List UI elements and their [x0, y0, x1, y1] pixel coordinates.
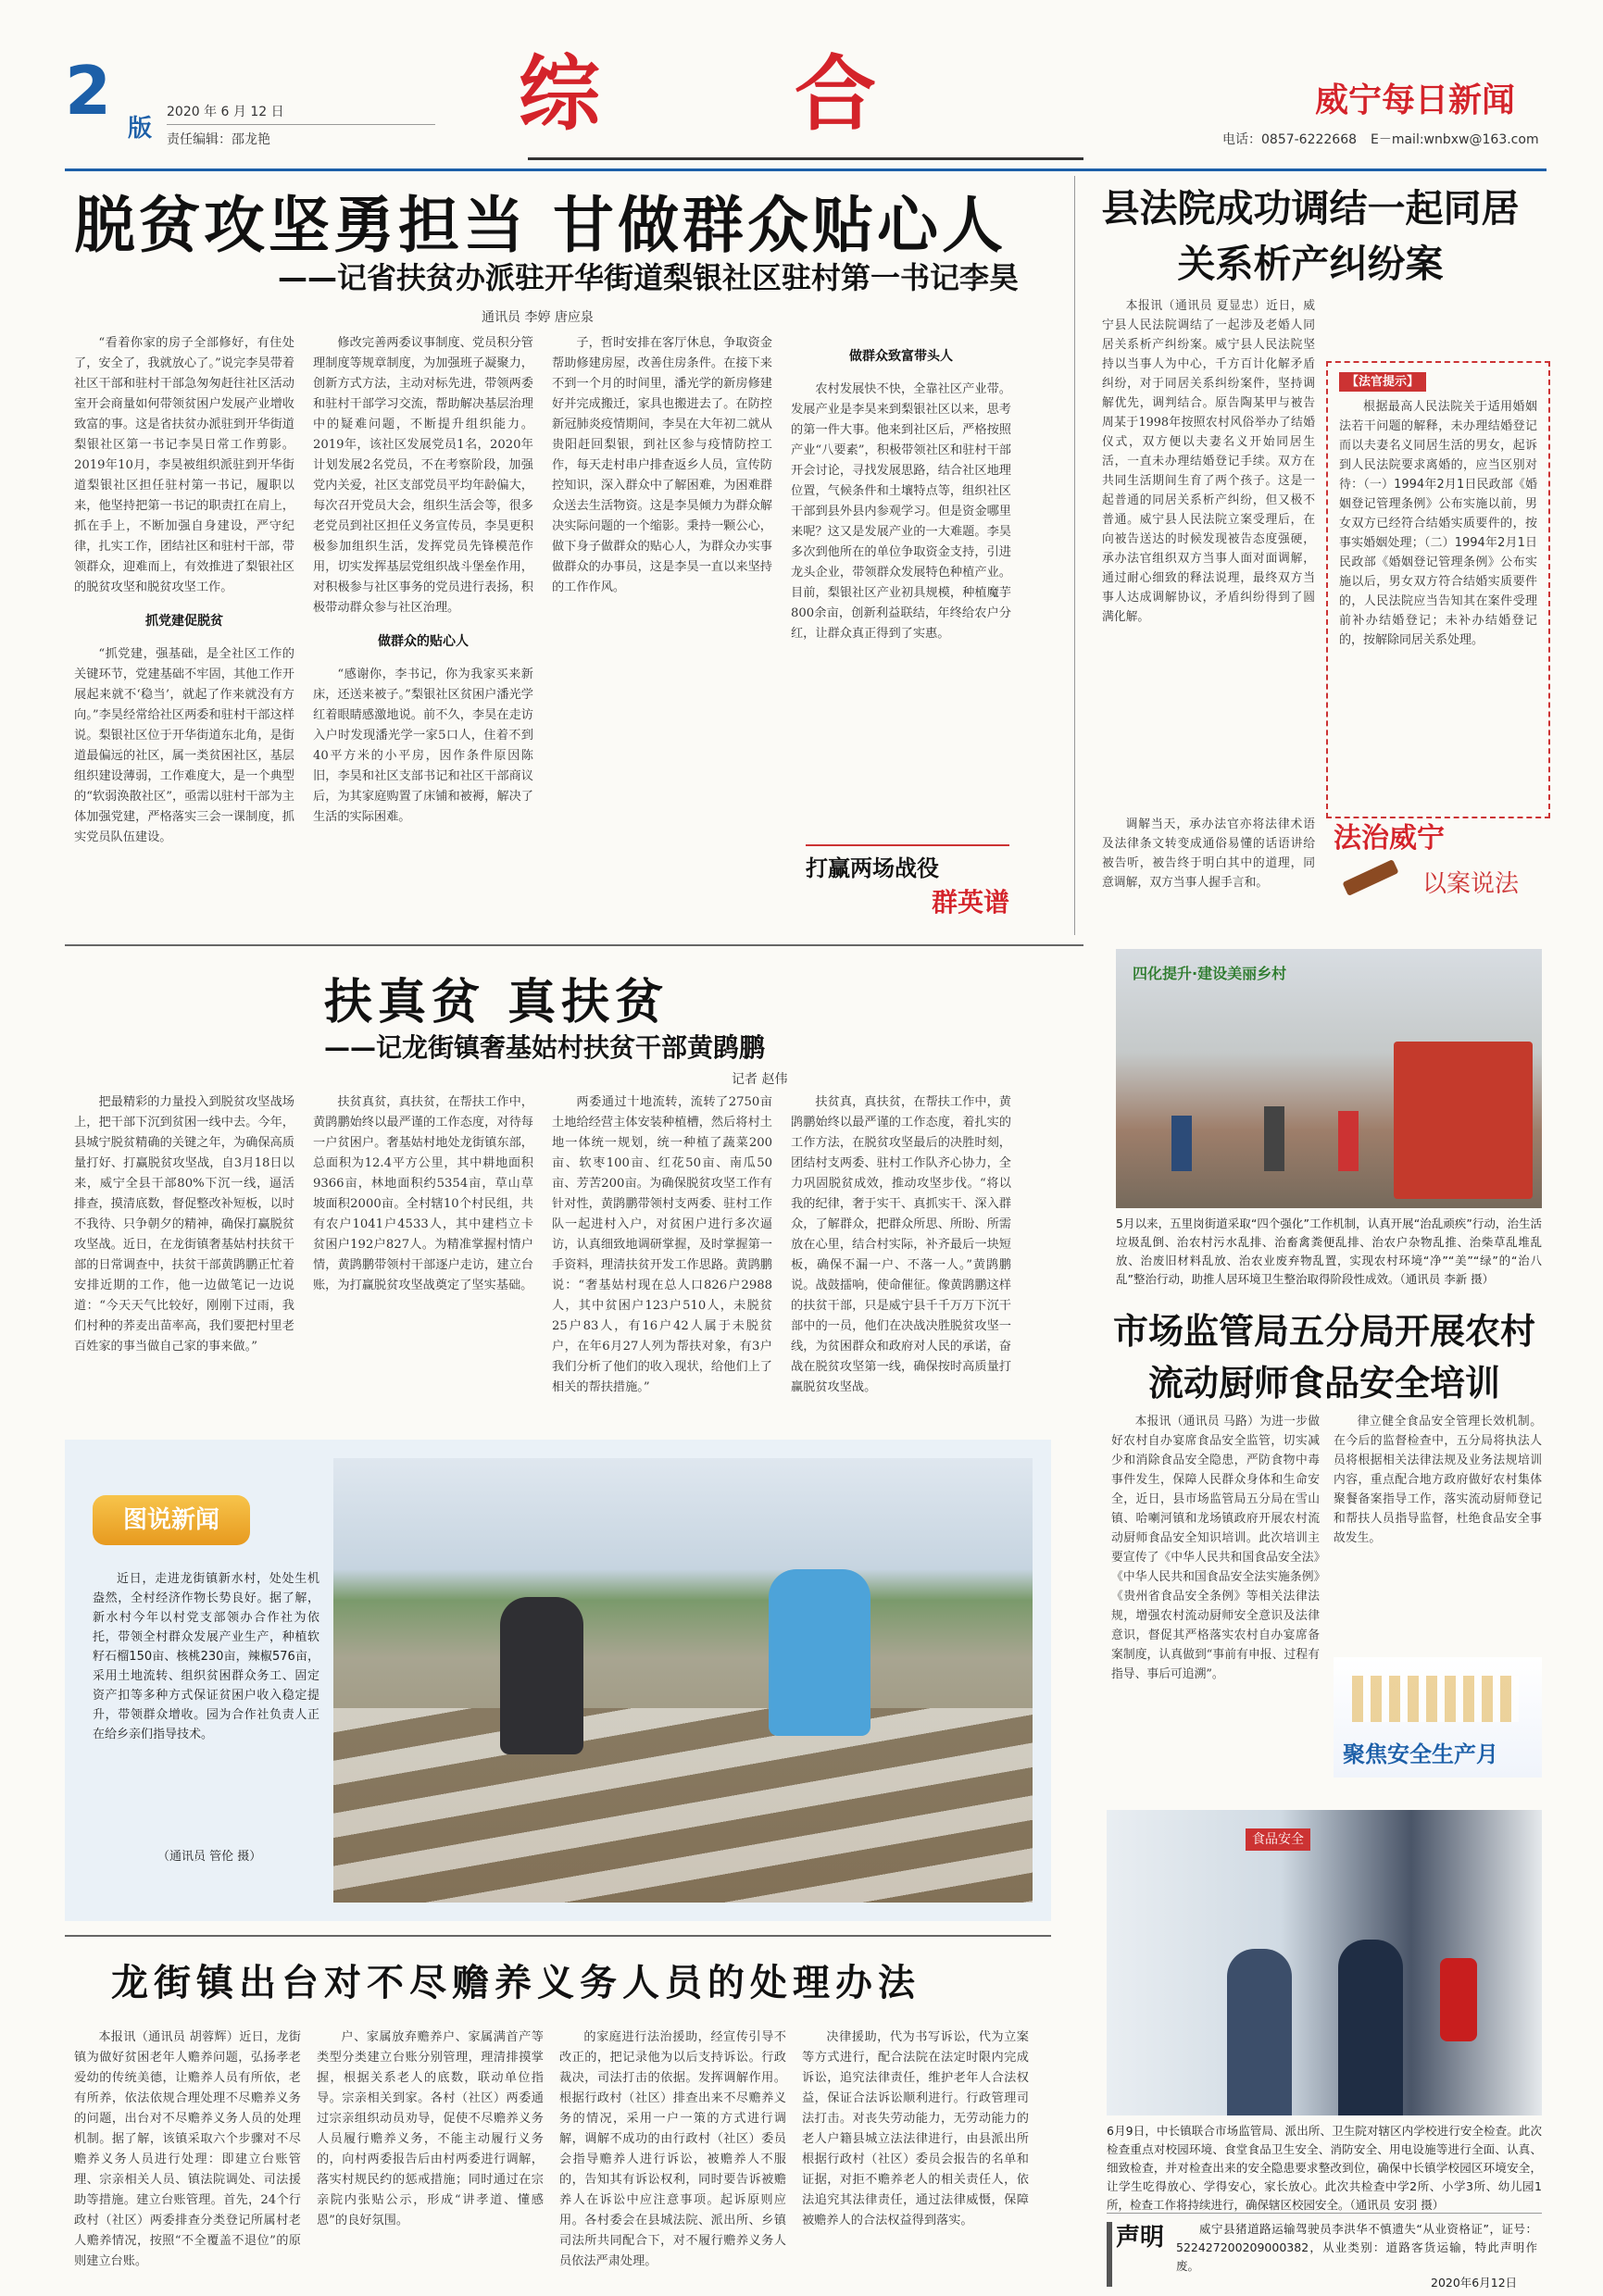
- article2-col3: 两委通过十地流转，流转了2750亩土地给经营主体安装种植槽，然后将村土地一体统一规划，统一种植了蔬菜200亩、软枣100亩、红花50亩、南瓜50亩、芳苦200亩。为确保脱贫攻坚工作有针对性，黄鹍鹏带领村支两委、驻村工作队一起进村入户，对贫困户进行多次逼访，认真细致地调研掌握，及时掌握第一手资料，理清扶贫开发工作思路。黄鹍鹏说：“奢基姑村现在总人口826户2988人，其中贫困户123户510人，未脱贫25户83人，有16户42人属于未脱贫户，在年6月27人列为帮扶对象，有3户我们分析了他们的收入现状，给他们上了相关的帮扶措施。”: [552, 1095, 772, 1394]
- article1-sub1: 抓党建促脱贫: [145, 614, 223, 629]
- safety-month-badge: 聚焦安全生产月: [1334, 1657, 1542, 1778]
- law-logo: 法治威宁 以案说法: [1334, 822, 1519, 898]
- article1-col4: 做群众致富带头人 农村发展快不快，全靠社区产业带。发展产业是李昊来到梨银社区以来，思考的第一件大事。他来到社区后，严格按照产业“八要素”，积极带领社区和驻村干部开会讨论，寻找发展思路，结合社区地理位置，气候条件和土壤特点等，组织社区干部到县外县内参观学习。但是资金哪里来呢？这又是发展产业的一大难题。李昊多次到他所在的单位争取资金支持，引进龙头企业，带领群众发展特色种植产业。目前，梨银社区产业初具规模，种植魔芋800余亩，创新利益联结，年终给农户分红，让群众真正得到了实惠。: [791, 333, 1011, 838]
- article1-sub3: 做群众致富带头人: [849, 349, 953, 364]
- photo-right-caption: 5月以来，五里岗街道采取“四个强化”工作机制，认真开展“治乱顽疾”行动，治生活垃圾乱倒、治农村污水乱排、治畜禽粪便乱排、治农户杂物乱推、治柴草乱堆乱放、治废旧材料乱放、治农业废弃物乱置，实现农村环境“净”“美”“绿”的“治八乱”整治行动，助推人居环境卫生整治取得阶段性成效。（通讯员 李新 摄）: [1116, 1217, 1542, 1286]
- article1-col3: 子，哲时安排在客厅休息，争取资金帮助修建房屋，改善住房条件。在接下来不到一个月的时间里，潘光学的新房修建好并完成搬迁，家具也搬进去了。在防控新冠肺炎疫情期间，李昊在大年初二就从贵阳赶回梨银，到社区参与疫情防控工作，每天走村串户排查返乡人员，宣传防控知识，深入群众中了解困难，为困难群众送去生活物资。这是李昊倾力为群众解决实际问题的一个缩影。秉持一颗公心，做下身子做群众的贴心人，为群众办实事做群众的办事员，这是李昊一直以来坚持的工作作风。: [552, 336, 772, 594]
- article1-title: 脱贫攻坚勇担当 甘做群众贴心人: [74, 190, 1007, 261]
- article3-col3: 的家庭进行法治援助，经宣传引导不改正的，把记录他为以后支持诉讼。行政裁决，司法打击的依据。发挥调解作用。根据行政村（社区）排查出来不尽赡养义务的情况，采用一户一策的方式进行调解，调解不成功的由行政村（社区）委员会指导赡养人进行诉讼，被赡养人不服的，告知其有诉讼权利，同时要告诉被赡养人在诉讼中应注意事项。起诉原则应用。各村委会在县城法院、派出所、乡镇司法所共同配合下，对不履行赡养义务人员依法严肃处理。: [559, 2030, 786, 2268]
- photo-news-panel: [65, 1440, 1051, 1921]
- article1-sub2: 做群众的贴心人: [378, 634, 469, 649]
- article1-byline: 通讯员 李婷 唐应泉: [482, 310, 594, 325]
- article3-col4: 决律援助，代为书写诉讼，代为立案等方式进行，配合法院在法定时限内完成诉讼，追究法律责任，维护老年人合法权益，保证合法诉讼顺利进行。行政管理司法打击。对丧失劳动能力，无劳动能力的老人户籍县城立法法律进行，由县派出所根据行政村（社区）委员会报告的名单和证据，对拒不赡养老人的相关责任人，依法追究其法律责任，通过法律威慑，保障被赡养人的合法权益得到落实。: [802, 2030, 1029, 2227]
- fight-banner: 打赢两场战役 群英谱: [806, 844, 1009, 915]
- article2-byline: 记者 赵伟: [732, 1072, 788, 1087]
- page-number-suffix: 版: [128, 115, 153, 143]
- right2-text2: 律立健全食品安全管理长效机制。在今后的监督检查中，五分局将执法人员将根据相关法律法规及业务法规培训内容，重点配合地方政府做好农村集体聚餐备案指导工作，落实流动厨师登记和帮扶人员指导监督，杜绝食品安全事故发生。: [1334, 1415, 1542, 1545]
- article3-title: 龙街镇出台对不尽赡养义务人员的处理办法: [111, 1962, 920, 2004]
- statement-date: 2020年6月12日: [1431, 2276, 1518, 2290]
- article1-subtitle: ——记省扶贫办派驻开华街道梨银社区驻村第一书记李昊: [278, 260, 1020, 295]
- statement-label: 声明: [1107, 2222, 1168, 2287]
- village-sign: 四化提升·建设美丽乡村: [1133, 965, 1287, 982]
- right2-title: 市场监管局五分局开展农村流动厨师食品安全培训: [1112, 1311, 1535, 1404]
- right1-text2: 调解当天，承办法官亦将法律术语及法律条文转变成通俗易懂的话语讲给被告听，被告终于明白其中的道理，同意调解，双方当事人握手言和。: [1102, 817, 1315, 890]
- food-safety-sign: 食品安全: [1246, 1828, 1310, 1851]
- photo-mid-credit: （通讯员 管伦 摄）: [157, 1850, 262, 1864]
- article1-col2: 修改完善两委议事制度、党员积分管理制度等规章制度，为加强班子凝聚力，创新方式方法，主动对标先进，带领两委和驻村干部学习交流，帮助解决基层治理中的疑难问题，不断提升组织能力。2019年，该社区发展党员1名，2020年计划发展2名党员，不在考察阶段，加强党内关爱，社区支部党员平均年龄偏大，每次召开党员大会，组织生活会等，很多老党员到社区担任义务宣传员，李昊更积极参加组织生活，发挥党员先锋模范作用，切实发挥基层党组织战斗堡垒作用，对积极参与社区事务的党员进行表扬，积极带动群众参与社区治理。 做群众的贴心人 “感谢你，李书记，你为我家买来新床，还送来被子。”梨银社区贫困户潘光学红着眼睛感激地说。前不久，李昊在走访入户时发现潘光学一家5口人，住着不到40平方米的小平房，因作条件原因陈旧，李昊和社区支部书记和社区干部商议后，为其家庭购置了床铺和被褥，解决了生活的实际困难。: [313, 336, 533, 824]
- article3-col1: 本报讯（通讯员 胡蓉辉）近日，龙街镇为做好贫困老年人赡养问题，弘扬孝老爱幼的传统美德，让赡养人员有所依，老有所养，依法依规合理处理不尽赡养义务的问题，出台对不尽赡养义务人员的处理机制。据了解，该镇采取六个步骤对不尽赡养义务人员进行处理：即建立台账管理、宗亲相关人员、镇法院调处、司法援助等措施。建立台账管理。首先，24个行政村（社区）两委排查分类登记所属村老人赡养情况，按照“不全覆盖不退位”的原则建立台账。: [74, 2030, 301, 2268]
- photo-news-badge: 图说新闻: [93, 1495, 250, 1545]
- article2-col2: 扶贫真贫，真扶贫，在帮扶工作中，黄鹍鹏始终以最严谨的工作态度，对待每一户贫困户。奢基姑村地处龙街镇东部，总面积为12.4平方公里，其中耕地面积9366亩，林地面积约5354亩，草山草坡面积2000亩。全村辖10个村民组，共有农户1041户4533人，其中建档立卡贫困户192户827人。为精准掌握村情户情，黄鹍鹏带领村干部逐户走访，建立台账，为打赢脱贫攻坚战奠定了坚实基础。: [313, 1095, 533, 1292]
- judge-tip-box: 【法官提示】 根据最高人民法院关于适用婚姻法若干问题的解释，未办理结婚登记而以夫妻名义同居生活的男女，起诉到人民法院要求离婚的，应当区别对待：（一）1994年2月1日民政部《婚姻登记管理条例》公布实施以前，男女双方已经符合结婚实质要件的，按事实婚姻处理；（二）1994年2月1日民政部《婚姻登记管理条例》公布实施以后，男女双方符合结婚实质要件的，人民法院应当告知其在案件受理前补办结婚登记；未补办结婚登记的，按解除同居关系处理。: [1326, 361, 1550, 818]
- photo-mid-caption: 近日，走进龙街镇新水村，处处生机盎然，全村经济作物长势良好。据了解，新水村今年以村党支部领办合作社为依托，带领全村群众发展产业生产，种植软籽石榴150亩、核桃230亩，辣椒576亩，采用土地流转、组织贫困群众务工、固定资产扣等多种方式保证贫困户收入稳定提升，带领群众增收。园为合作社负责人正在给乡亲们指导技术。: [93, 1572, 319, 1741]
- article1-col1: “看着你家的房子全部修好，有住处了，安全了，我就放心了。”说完李昊带着社区干部和驻村干部急匆匆赶往社区活动室开会商量如何带领贫困户发展产业增收致富的事。这是省扶贫办派驻到开华街道梨银社区第一书记李昊日常工作剪影。2019年10月，李昊被组织派驻到开华街道梨银社区担任驻村第一书记，履职以来，他坚持把第一书记的职责扛在肩上，抓在手上，不断加强自身建设，严守纪律，扎实工作，团结社区和驻村干部，带领群众，迎难而上，有效推进了梨银社区的脱贫攻坚和脱贫攻坚工作。 抓党建促脱贫 “抓党建，强基础，是全社区工作的关键环节，党建基础不牢固，其他工作开展起来就不‘稳当’，就起了作来就没有方向。”李昊经常给社区两委和驻村干部这样说。梨银社区位于开华街道东北角，是街道最偏远的社区，属一类贫困社区，基层组织建设薄弱，工作难度大，是一个典型的“软弱涣散社区”，亟需以驻村干部为主体加强党建，严格落实三会一课制度，抓实党员队伍建设。: [74, 336, 294, 844]
- section-title: 综合: [519, 46, 1071, 142]
- email: E－mail:wnbxw@163.com: [1371, 132, 1539, 147]
- article2-subtitle: ——记龙街镇奢基姑村扶贫干部黄鹍鹏: [324, 1032, 766, 1063]
- article2-col4: 扶贫真，真扶贫，在帮扶工作中，黄鹍鹏始终以最严谨的工作态度，着扎实的工作方法，在脱贫攻坚最后的决胜时刻，团结村支两委、驻村工作队齐心协力，全力巩固脱贫成效，推动攻坚步伐。“将以我的纪律，奢于实干、真抓实干、深入群众，了解群众，把群众所思、所盼、所需放在心里，结合村实际，补齐最后一块短板，确保不漏一户、不落一人。”黄鹍鹏说。战鼓擂响，使命催征。像黄鹍鹏这样的扶贫干部，只是威宁县千千万万下沉干部中的一员，他们在决战决胜脱贫攻坚一线，为贫困群众和政府对人民的承诺，奋战在脱贫攻坚第一线，确保按时高质量打赢脱贫攻坚战。: [791, 1095, 1011, 1394]
- article2-col1: 把最精彩的力量投入到脱贫攻坚战场上，把干部下沉到贫困一线中去。今年，县城宁脱贫精确的关键之年，为确保高质量打好、打赢脱贫攻坚战，自3月18日以来，威宁全县干部80%下沉一线，逼活排查，摸清底数，督促整改补短板，以时不我待、只争朝夕的精神，确保打赢脱贫攻坚战。近日，在龙街镇奢基姑村扶贫干部的日常调查中，扶贫干部黄鹍鹏正忙着安排近期的工作，他一边做笔记一边说道：“今天天气比较好，刚刚下过雨，我们村种的荞麦出苗率高，我们要把村里老百姓家的事当做自己家的事来做。”: [74, 1095, 294, 1354]
- right1-text: 本报讯（通讯员 夏显忠）近日，威宁县人民法院调结了一起涉及老婚人同居关系析产纠纷案。威宁县人民法院坚持以当事人为中心，千方百计化解矛盾纠纷，对于同居关系纠纷案件，坚持调解优先，调判结合。原告陶某甲与被告周某于1998年按照农村风俗举办了结婚仪式，双方便以夫妻名义开始同居生活，一直未办理结婚登记手续。双方在共同生活期间生育了两个孩子。这是一起普通的同居关系析产纠纷，但又极不普通。威宁县人民法院立案受理后，在向被告送达的时候发现被告态度强硬，承办法官组织双方当事人面对面调解，通过耐心细致的释法说理，最终双方当事人达成调解协议，矛盾纠纷得到了圆满化解。: [1102, 299, 1315, 624]
- statement-text: 威宁县猪道路运输驾驶员李洪华不慎遗失“从业资格证”，证号：522427200209000382，从业类别：道路客货运输，特此声明作废。: [1176, 2222, 1537, 2273]
- right2-text: 本报讯（通讯员 马路）为进一步做好农村自办宴席食品安全监管，切实减少和消除食品安全隐患，严防食物中毒事件发生，保障人民群众身体和生命安全，近日，县市场监管局五分局在雪山镇、哈喇河镇和龙场镇政府开展农村流动厨师食品安全知识培训。此次培训主要宣传了《中华人民共和国食品安全法》《中华人民共和国食品安全法实施条例》《贵州省食品安全条例》等相关法律法规，增强农村流动厨师安全意识及法律意识，督促其严格落实农村自办宴席备案制度，认真做到“事前有申报、过程有指导、事后可追溯”。: [1111, 1415, 1320, 1681]
- right1-title: 县法院成功调结一起同居关系析产纠纷案: [1101, 186, 1520, 286]
- phone: 电话：0857-6222668: [1222, 132, 1358, 147]
- newspaper-brand: 威宁每日新闻: [1315, 81, 1516, 119]
- field-photo: [333, 1458, 1033, 1903]
- issue-date: 2020 年 6 月 12 日: [167, 105, 284, 119]
- article2-title: 扶真贫 真扶贫: [324, 975, 670, 1030]
- article3-col2: 户、家属放弃赡养户、家属满首产等类型分类建立台账分别管理，理清排摸掌握，根据关系老人的底数，联动单位指导。宗亲相关到家。各村（社区）两委通过宗亲组织动员劝导，促使不尽赡养义务人员履行赡养义务，不能主动履行义务的，向村两委报告后由村两委进行调解，落实村规民约的惩戒措施；同时通过在宗亲院内张贴公示，形成“讲孝道、懂感恩”的良好氛围。: [317, 2030, 544, 2227]
- editor: 责任编辑：邵龙艳: [167, 132, 270, 147]
- photo-school-inspection: [1107, 1810, 1542, 2115]
- photo-bottom-caption: 6月9日，中长镇联合市场监管局、派出所、卫生院对辖区内学校进行安全检查。此次检查重点对校园环境、食堂食品卫生安全、消防安全、用电设施等进行全面、认真、细致检查，并对检查出来的安全隐患要求整改到位，确保中长镇学校园区环境安全，让学生吃得放心、学得安心，家长放心。此次共检查中学2所、小学3所、幼儿园1所，检查工作将持续进行，确保辖区校园安全。（通讯员 安羽 摄）: [1107, 2124, 1542, 2212]
- photo-street-cleanup: [1116, 949, 1542, 1208]
- page-number: 2: [65, 52, 112, 130]
